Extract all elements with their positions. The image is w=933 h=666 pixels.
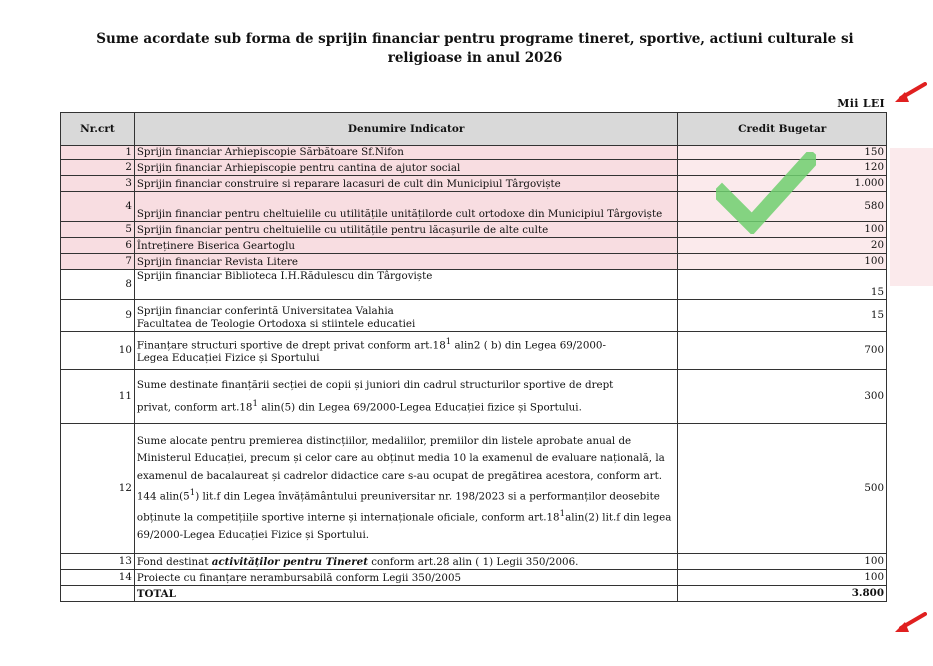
row-nr: 14 (61, 570, 135, 586)
row-name (134, 424, 678, 554)
row-name (134, 332, 678, 370)
header-credit: Credit Bugetar (678, 113, 887, 146)
row-value: 300 (678, 370, 887, 424)
row-nr: 11 (61, 370, 135, 424)
row-value: 20 (678, 238, 887, 254)
row-name: Sprijin financiar pentru cheltuielile cu utilitățile unitățilorde cult ortodoxe din Municipiul Târgoviște (134, 192, 678, 222)
row-value: 100 (678, 254, 887, 270)
row-name-line-1: Sume destinate finanțării secției de copii și juniori din cadrul structurilor sportive de drept (136, 378, 614, 391)
row-nr: 3 (61, 176, 135, 192)
row-nr: 12 (61, 424, 135, 554)
table-row (61, 370, 887, 424)
row-nr: 1 (61, 146, 135, 160)
title-line-1: Sume acordate sub forma de sprijin financiar pentru programe tineret, sportive, actiuni culturale si (96, 31, 854, 47)
table-row (61, 424, 887, 554)
row-name: Sprijin financiar Revista Litere (134, 254, 678, 270)
row-nr: 9 (61, 300, 135, 332)
row-name-emphasis: activităților pentru Tineret (211, 556, 368, 568)
row-value: 580 (678, 192, 887, 222)
row-value: 15 (678, 300, 887, 332)
row-value: 100 (678, 570, 887, 586)
row-name-line-2: privat, conform art.18 (136, 401, 253, 414)
total-value: 3.800 (678, 586, 887, 602)
row-sup-a: 1 (189, 488, 196, 499)
row-name: Sprijin financiar Arhiepiscopie pentru cantina de ajutor social (134, 160, 678, 176)
row-value: 120 (678, 160, 887, 176)
header-nr: Nr.crt (61, 113, 135, 146)
row-sup: 1 (252, 398, 258, 409)
row-name: Sprijin financiar pentru cheltuielile cu utilitățile pentru lăcașurile de alte culte (134, 222, 678, 238)
table-row (61, 332, 887, 370)
row-name-line-3: Legea Educației Fizice și Sportului (136, 352, 320, 365)
row-nr: 5 (61, 222, 135, 238)
table-row (61, 554, 887, 570)
row-name-line-3: alin(5) din Legea 69/2000-Legea Educației fizice și Sportului. (257, 401, 582, 414)
row-nr: 2 (61, 160, 135, 176)
row-name-post: conform art.28 alin ( 1) Legii 350/2006. (367, 556, 579, 568)
red-arrow-bottom-icon (893, 612, 927, 636)
table-row (61, 300, 887, 332)
total-nr (61, 586, 135, 602)
row-value: 15 (678, 270, 887, 300)
row-value: 500 (678, 424, 887, 554)
table-header-row (61, 113, 887, 146)
total-label: TOTAL (134, 586, 678, 602)
title-line-2: religioase in anul 2026 (387, 50, 563, 66)
red-arrow-top-icon (893, 82, 927, 106)
row-value: 150 (678, 146, 887, 160)
row-nr: 10 (61, 332, 135, 370)
row-name: Sprijin financiar construire si reparare lacasuri de cult din Municipiul Târgoviște (134, 176, 678, 192)
row-name (134, 300, 678, 332)
row-name-line-1: Finanțare structuri sportive de drept privat conform art.18 (136, 339, 446, 352)
row-nr: 6 (61, 238, 135, 254)
unit-label: Mii LEI (837, 97, 885, 110)
row-value: 100 (678, 222, 887, 238)
document-title (60, 30, 890, 68)
row-sup-b: 1 (559, 509, 566, 519)
row-nr: 4 (61, 192, 135, 222)
row-name-part-b: ) lit.f din Legea învățământului preuniversitar nr. 198/2023 si a performanților deosebite obținute la competițiile sportive interne și internaționale oficiale, conform art.18 (136, 490, 660, 524)
row-nr: 13 (61, 554, 135, 570)
row-name-pre: Fond destinat (136, 556, 212, 568)
row-name (134, 370, 678, 424)
row-name-line-1: Sprijin financiar conferintă Universitatea Valahia (136, 305, 394, 317)
row-name-part-c: alin(2) lit.f din legea 69/2000-Legea Educației Fizice și Sportului. (136, 511, 672, 541)
row-name-part-a: Sume alocate pentru premierea distincțiilor, medaliilor, premiilor din listele aprobate anual de Ministerul Educației, precum și celor care au obținut media 10 la examenul de evaluare națională, la examenul de bacalaureat și cadrelor didactice care s-au ocupat de pregătirea acestora, conform art. 144 alin(5 (136, 434, 665, 503)
row-name: Sprijin financiar Arhiepiscopie Sărbătoare Sf.Nifon (134, 146, 678, 160)
row-value: 100 (678, 554, 887, 570)
table-row (61, 570, 887, 586)
row-name-text: Sprijin financiar Biblioteca I.H.Rădulescu din Târgoviște (136, 270, 433, 282)
highlight-band (890, 148, 933, 286)
total-row (61, 586, 887, 602)
header-name: Denumire Indicator (134, 113, 678, 146)
row-nr: 8 (61, 270, 135, 300)
row-name-line-2: alin2 ( b) din Legea 69/2000- (451, 339, 606, 352)
table-row (61, 270, 887, 300)
row-sup: 1 (445, 336, 452, 347)
table-row (61, 254, 887, 270)
row-value: 700 (678, 332, 887, 370)
row-name (134, 270, 678, 300)
row-name (134, 554, 678, 570)
row-nr: 7 (61, 254, 135, 270)
checkmark-icon (716, 152, 816, 234)
row-value: 1.000 (678, 176, 887, 192)
row-name: Întreținere Biserica Geartoglu (134, 238, 678, 254)
table-row (61, 238, 887, 254)
row-name-line-2: Facultatea de Teologie Ortodoxa si stiintele educatiei (136, 318, 416, 330)
row-name: Proiecte cu finanțare nerambursabilă conform Legii 350/2005 (134, 570, 678, 586)
